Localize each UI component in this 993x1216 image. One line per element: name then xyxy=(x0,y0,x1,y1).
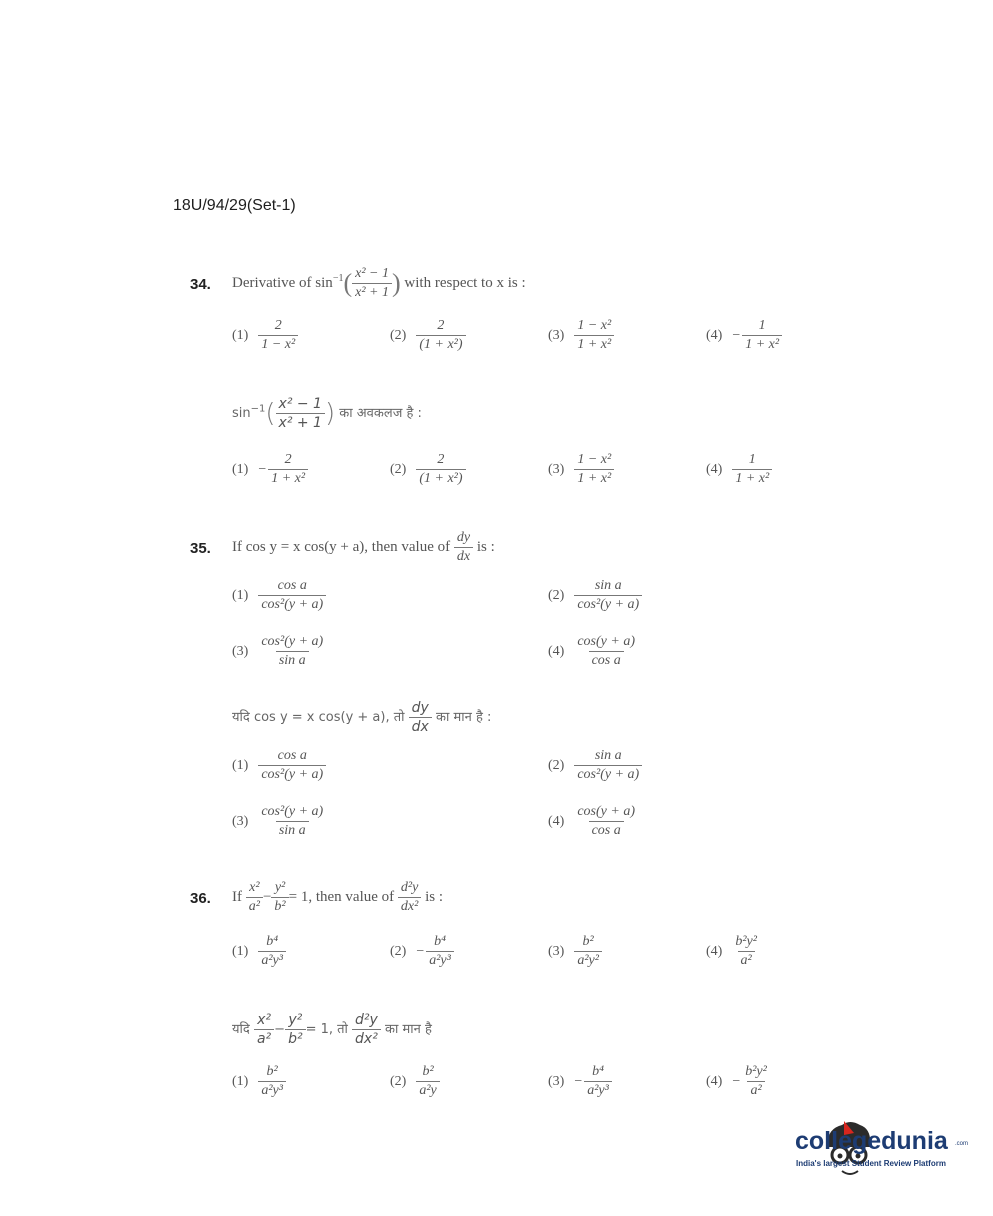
stem-hi-fraction-x-numerator: x² xyxy=(257,1012,271,1028)
option-fraction-numerator: b²y² xyxy=(735,934,757,949)
option-label: (3) xyxy=(548,462,565,478)
stem-hi-text: यदि cos y = x cos(y + a), तो xyxy=(232,710,405,725)
option-label: (2) xyxy=(390,462,407,478)
option-fraction-denominator: 1 + x² xyxy=(742,335,782,353)
option-fraction-numerator: cos²(y + a) xyxy=(261,804,324,819)
answer-option[interactable] xyxy=(390,1064,440,1099)
option-fraction-denominator: (1 + x²) xyxy=(416,469,465,487)
answer-option[interactable] xyxy=(390,452,466,487)
option-label: (1) xyxy=(232,1074,249,1090)
option-fraction xyxy=(416,452,465,487)
option-fraction-denominator: cos²(y + a) xyxy=(258,765,326,783)
option-label: (2) xyxy=(548,588,565,604)
question-stem-en xyxy=(232,530,495,565)
question-stem-hi xyxy=(232,396,422,431)
stem-hi-fraction-denominator: dx xyxy=(409,717,432,735)
stem-hi-fraction-x-denominator: a² xyxy=(254,1029,274,1047)
stem-hi-fraction-d2y-denominator: dx² xyxy=(352,1029,381,1047)
option-fraction-numerator: 2 xyxy=(437,452,445,467)
answer-option[interactable] xyxy=(548,318,614,353)
stem-fraction-y-numerator: y² xyxy=(274,880,286,895)
option-fraction xyxy=(584,1064,612,1099)
option-fraction-numerator: b⁴ xyxy=(592,1064,604,1079)
answer-option[interactable] xyxy=(548,452,614,487)
option-label: (4) xyxy=(548,814,565,830)
answer-option[interactable] xyxy=(232,804,326,839)
option-sign: − xyxy=(258,462,267,478)
answer-option[interactable] xyxy=(706,318,782,353)
stem-hi-fraction-y xyxy=(285,1012,306,1047)
option-label: (1) xyxy=(232,328,249,344)
option-fraction-numerator: cos(y + a) xyxy=(577,634,635,649)
option-fraction-numerator: 2 xyxy=(274,318,282,333)
option-fraction xyxy=(426,934,454,969)
option-fraction-numerator: 1 xyxy=(748,452,756,467)
right-paren: ) xyxy=(391,268,401,298)
option-fraction-numerator: sin a xyxy=(594,748,622,763)
stem-fraction-denominator: dx xyxy=(454,547,473,565)
option-fraction xyxy=(574,748,642,783)
option-fraction xyxy=(574,634,638,669)
stem-fraction-d2y xyxy=(398,880,421,915)
option-fraction-numerator: b² xyxy=(266,1064,278,1079)
option-label: (4) xyxy=(706,462,723,478)
option-fraction-numerator: 2 xyxy=(284,452,292,467)
answer-option[interactable] xyxy=(706,1064,770,1099)
left-paren: ( xyxy=(343,268,353,298)
option-fraction-numerator: 1 xyxy=(758,318,766,333)
question-stem-en xyxy=(232,880,443,915)
option-fraction-denominator: a²y xyxy=(416,1081,439,1099)
option-label: (2) xyxy=(390,944,407,960)
stem-hi-argument-numerator: x² − 1 xyxy=(278,396,322,412)
stem-hi-fraction xyxy=(409,700,432,735)
option-label: (4) xyxy=(548,644,565,660)
stem-fraction xyxy=(454,530,473,565)
option-fraction-denominator: sin a xyxy=(276,821,309,839)
option-fraction xyxy=(416,318,465,353)
option-fraction-denominator: a²y³ xyxy=(258,1081,286,1099)
option-fraction xyxy=(732,452,772,487)
answer-option[interactable] xyxy=(548,1064,612,1099)
paper-code: 18U/94/29(Set-1) xyxy=(173,197,296,214)
option-fraction xyxy=(574,934,602,969)
option-label: (2) xyxy=(390,1074,407,1090)
option-fraction-denominator: a²y³ xyxy=(426,951,454,969)
stem-fraction-numerator: dy xyxy=(456,530,471,545)
stem-fraction-x xyxy=(246,880,263,915)
stem-tail: is : xyxy=(476,538,495,555)
answer-option[interactable] xyxy=(548,934,602,969)
option-label: (1) xyxy=(232,588,249,604)
brand-tagline: India's largest Student Review Platform xyxy=(796,1159,946,1168)
question-stem-en xyxy=(232,266,526,301)
answer-option[interactable] xyxy=(232,452,308,487)
option-fraction-numerator: 2 xyxy=(437,318,445,333)
option-label: (3) xyxy=(548,1074,565,1090)
option-fraction xyxy=(574,578,642,613)
option-fraction-denominator: 1 + x² xyxy=(732,469,772,487)
option-fraction-denominator: cos²(y + a) xyxy=(574,595,642,613)
option-fraction-denominator: a² xyxy=(747,1081,764,1099)
stem-hi-tail: का मान है xyxy=(384,1022,432,1037)
stem-tail: is : xyxy=(425,888,443,905)
option-label: (1) xyxy=(232,944,249,960)
stem-hi-text: sin xyxy=(232,406,251,421)
stem-fraction-x-numerator: x² xyxy=(249,880,260,895)
stem-hi-fraction-y-denominator: b² xyxy=(285,1029,306,1047)
option-sign: − xyxy=(732,1074,741,1090)
answer-option[interactable] xyxy=(548,578,642,613)
stem-hi-argument-denominator: x² + 1 xyxy=(276,413,325,431)
stem-fraction-x-denominator: a² xyxy=(246,897,263,915)
answer-option[interactable] xyxy=(548,748,642,783)
option-fraction xyxy=(258,748,326,783)
answer-option[interactable] xyxy=(548,804,638,839)
option-fraction-denominator: cos a xyxy=(589,651,624,669)
option-fraction xyxy=(258,318,298,353)
answer-option[interactable] xyxy=(232,748,326,783)
option-fraction-denominator: cos²(y + a) xyxy=(574,765,642,783)
option-label: (3) xyxy=(232,814,249,830)
option-label: (3) xyxy=(548,328,565,344)
option-sign: − xyxy=(732,328,741,344)
option-label: (2) xyxy=(548,758,565,774)
answer-option[interactable] xyxy=(232,578,326,613)
option-label: (4) xyxy=(706,944,723,960)
answer-option[interactable] xyxy=(548,634,638,669)
answer-option[interactable] xyxy=(232,634,326,669)
option-fraction-denominator: a²y³ xyxy=(258,951,286,969)
option-fraction xyxy=(268,452,308,487)
option-fraction-denominator: sin a xyxy=(276,651,309,669)
stem-hi-tail: का अवकलज है : xyxy=(339,406,422,421)
stem-exponent: −1 xyxy=(332,272,344,284)
option-fraction-denominator: 1 + x² xyxy=(268,469,308,487)
option-fraction xyxy=(574,318,614,353)
option-label: (4) xyxy=(706,328,723,344)
stem-fraction-d2y-numerator: d²y xyxy=(400,880,419,895)
option-fraction-numerator: b⁴ xyxy=(434,934,446,949)
stem-operator: − xyxy=(262,888,272,905)
right-paren: ) xyxy=(324,398,336,429)
option-fraction xyxy=(416,1064,439,1099)
brand-suffix: .com xyxy=(955,1141,969,1147)
answer-option[interactable] xyxy=(390,934,454,969)
stem-fraction-y-denominator: b² xyxy=(271,897,288,915)
option-sign: − xyxy=(416,944,425,960)
stem-hi-exponent: −1 xyxy=(250,403,266,415)
stem-hi-fraction-d2y-numerator: d²y xyxy=(355,1012,378,1028)
option-fraction-denominator: cos a xyxy=(589,821,624,839)
option-fraction xyxy=(574,452,614,487)
option-fraction xyxy=(742,1064,770,1099)
answer-option[interactable] xyxy=(390,318,466,353)
option-fraction-numerator: cos a xyxy=(277,748,307,763)
stem-fraction-d2y-denominator: dx² xyxy=(398,897,421,915)
option-fraction xyxy=(732,934,760,969)
option-fraction-numerator: 1 − x² xyxy=(577,452,612,467)
brand-name: collegedunia xyxy=(795,1127,948,1155)
option-fraction-denominator: 1 + x² xyxy=(574,469,614,487)
option-fraction-denominator: a²y² xyxy=(574,951,602,969)
option-fraction-numerator: sin a xyxy=(594,578,622,593)
question-number: 35. xyxy=(190,540,211,557)
stem-text: If xyxy=(232,888,242,905)
option-fraction-numerator: cos a xyxy=(277,578,307,593)
option-label: (3) xyxy=(548,944,565,960)
option-fraction-numerator: b²y² xyxy=(745,1064,767,1079)
stem-fraction-y xyxy=(271,880,288,915)
option-label: (2) xyxy=(390,328,407,344)
answer-option[interactable] xyxy=(232,934,286,969)
option-fraction xyxy=(742,318,782,353)
question-stem-hi xyxy=(232,700,491,735)
option-fraction-numerator: b² xyxy=(582,934,594,949)
stem-hi-argument xyxy=(276,396,325,431)
question-number: 36. xyxy=(190,890,211,907)
option-fraction-numerator: 1 − x² xyxy=(577,318,612,333)
option-label: (3) xyxy=(232,644,249,660)
stem-argument-denominator: x² + 1 xyxy=(352,283,392,301)
option-fraction-denominator: (1 + x²) xyxy=(416,335,465,353)
stem-hi-fraction-y-numerator: y² xyxy=(288,1012,303,1028)
stem-hi-operator: − xyxy=(274,1022,286,1037)
option-label: (1) xyxy=(232,758,249,774)
option-fraction-numerator: cos(y + a) xyxy=(577,804,635,819)
stem-hi-text: यदि xyxy=(232,1022,250,1037)
answer-option[interactable] xyxy=(706,452,772,487)
option-fraction xyxy=(258,934,286,969)
option-fraction xyxy=(258,634,326,669)
stem-text: If cos y = x cos(y + a), then value of xyxy=(232,538,451,555)
option-fraction xyxy=(258,804,326,839)
option-fraction-numerator: b⁴ xyxy=(266,934,279,949)
option-fraction-denominator: a²y³ xyxy=(584,1081,612,1099)
option-fraction xyxy=(258,1064,286,1099)
answer-option[interactable] xyxy=(232,318,298,353)
stem-argument xyxy=(352,266,392,301)
option-fraction-numerator: cos²(y + a) xyxy=(261,634,324,649)
option-fraction-denominator: a² xyxy=(738,951,755,969)
option-fraction-numerator: b² xyxy=(422,1064,434,1079)
stem-hi-tail: का मान है : xyxy=(435,710,492,725)
question-number: 34. xyxy=(190,276,211,293)
question-stem-hi xyxy=(232,1012,432,1047)
stem-argument-numerator: x² − 1 xyxy=(355,266,389,281)
answer-option[interactable] xyxy=(232,1064,286,1099)
option-sign: − xyxy=(574,1074,583,1090)
stem-text: Derivative of sin xyxy=(232,274,333,291)
stem-hi-fraction-d2y xyxy=(352,1012,381,1047)
stem-middle-text: = 1, then value of xyxy=(288,888,395,905)
option-label: (4) xyxy=(706,1074,723,1090)
stem-hi-fraction-x xyxy=(254,1012,274,1047)
stem-hi-fraction-numerator: dy xyxy=(411,700,429,716)
answer-option[interactable] xyxy=(706,934,760,969)
option-fraction-denominator: cos²(y + a) xyxy=(258,595,326,613)
option-fraction xyxy=(574,804,638,839)
stem-hi-middle-text: = 1, तो xyxy=(305,1022,348,1037)
stem-tail: with respect to x is : xyxy=(404,274,526,291)
option-fraction-denominator: 1 + x² xyxy=(574,335,614,353)
option-fraction-denominator: 1 − x² xyxy=(258,335,298,353)
option-label: (1) xyxy=(232,462,249,478)
option-fraction xyxy=(258,578,326,613)
left-paren: ( xyxy=(265,398,276,429)
